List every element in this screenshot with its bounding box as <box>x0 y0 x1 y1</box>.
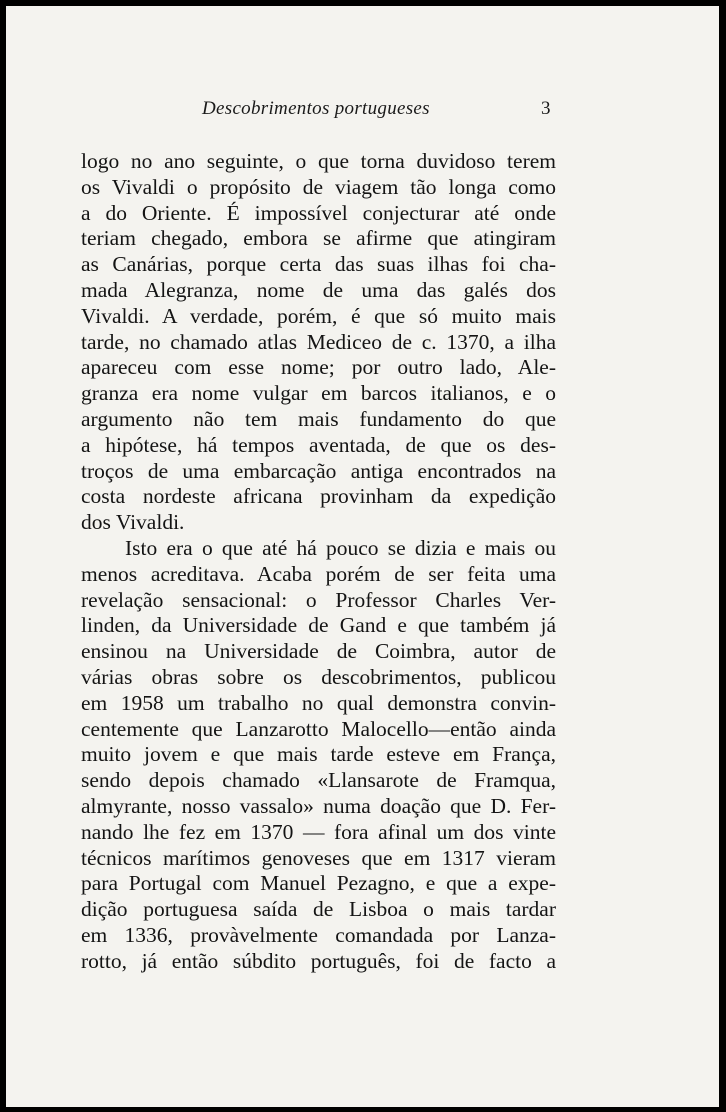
page-header <box>6 98 719 124</box>
text-line: almyrante, nosso vassalo» numa doação que D. Fer- <box>81 793 556 818</box>
running-title: Descobrimentos portugueses <box>202 98 430 119</box>
book-page <box>6 6 719 1107</box>
text-line: a do Oriente. É impossível conjecturar até onde <box>81 200 556 225</box>
text-line: apareceu com esse nome; por outro lado, Ale- <box>81 355 556 380</box>
text-line: linden, da Universidade de Gand e que também já <box>81 613 556 638</box>
text-line: logo no ano seguinte, o que torna duvidoso terem <box>81 149 556 173</box>
text-line: tarde, no chamado atlas Mediceo de c. 1370, a ilha <box>81 329 556 354</box>
text-line: técnicos marítimos genoveses que em 1317 vieram <box>81 845 556 870</box>
text-line: centemente que Lanzarotto Malocello—então ainda <box>81 716 556 741</box>
text-line: Vivaldi. A verdade, porém, é que só muito mais <box>81 303 556 328</box>
text-line: dição portuguesa saída de Lisboa o mais tardar <box>81 897 556 922</box>
text-line: menos acreditava. Acaba porém de ser feita uma <box>81 561 556 586</box>
text-line: dos Vivaldi. <box>81 510 185 535</box>
text-line: para Portugal com Manuel Pezagno, e que a expe- <box>81 871 556 896</box>
text-line: os Vivaldi o propósito de viagem tão longa como <box>81 174 556 199</box>
text-line: troços de uma embarcação antiga encontrados na <box>81 458 556 483</box>
paragraph-1 <box>81 149 556 536</box>
page-number: 3 <box>541 98 551 119</box>
paragraph-2 <box>81 536 556 975</box>
text-line: nando lhe fez em 1370 — fora afinal um dos vinte <box>81 819 556 844</box>
text-line: revelação sensacional: o Professor Charles Ver- <box>81 587 556 612</box>
text-line: ensinou na Universidade de Coimbra, autor de <box>81 639 556 664</box>
text-line: sendo depois chamado «Llansarote de Framqua, <box>81 768 556 793</box>
text-line: rotto, já então súbdito português, foi de facto a <box>81 948 556 973</box>
body-text <box>81 149 556 975</box>
text-line: as Canárias, porque certa das suas ilhas foi cha- <box>81 252 556 277</box>
text-line: mada Alegranza, nome de uma das galés dos <box>81 277 556 302</box>
text-line: Isto era o que até há pouco se dizia e mais ou <box>125 535 556 560</box>
text-line: argumento não tem mais fundamento do que <box>81 406 556 431</box>
text-line: muito jovem e que mais tarde esteve em França, <box>81 742 556 767</box>
text-line: em 1336, provàvelmente comandada por Lanza- <box>81 922 556 947</box>
text-line: várias obras sobre os descobrimentos, publicou <box>81 664 556 689</box>
text-line: a hipótese, há tempos aventada, de que os des- <box>81 432 556 457</box>
text-line: granza era nome vulgar em barcos italianos, e o <box>81 381 556 406</box>
text-line: costa nordeste africana provinham da expedição <box>81 484 556 509</box>
text-line: teriam chegado, embora se afirme que atingiram <box>81 226 556 251</box>
text-line: em 1958 um trabalho no qual demonstra convin- <box>81 690 556 715</box>
